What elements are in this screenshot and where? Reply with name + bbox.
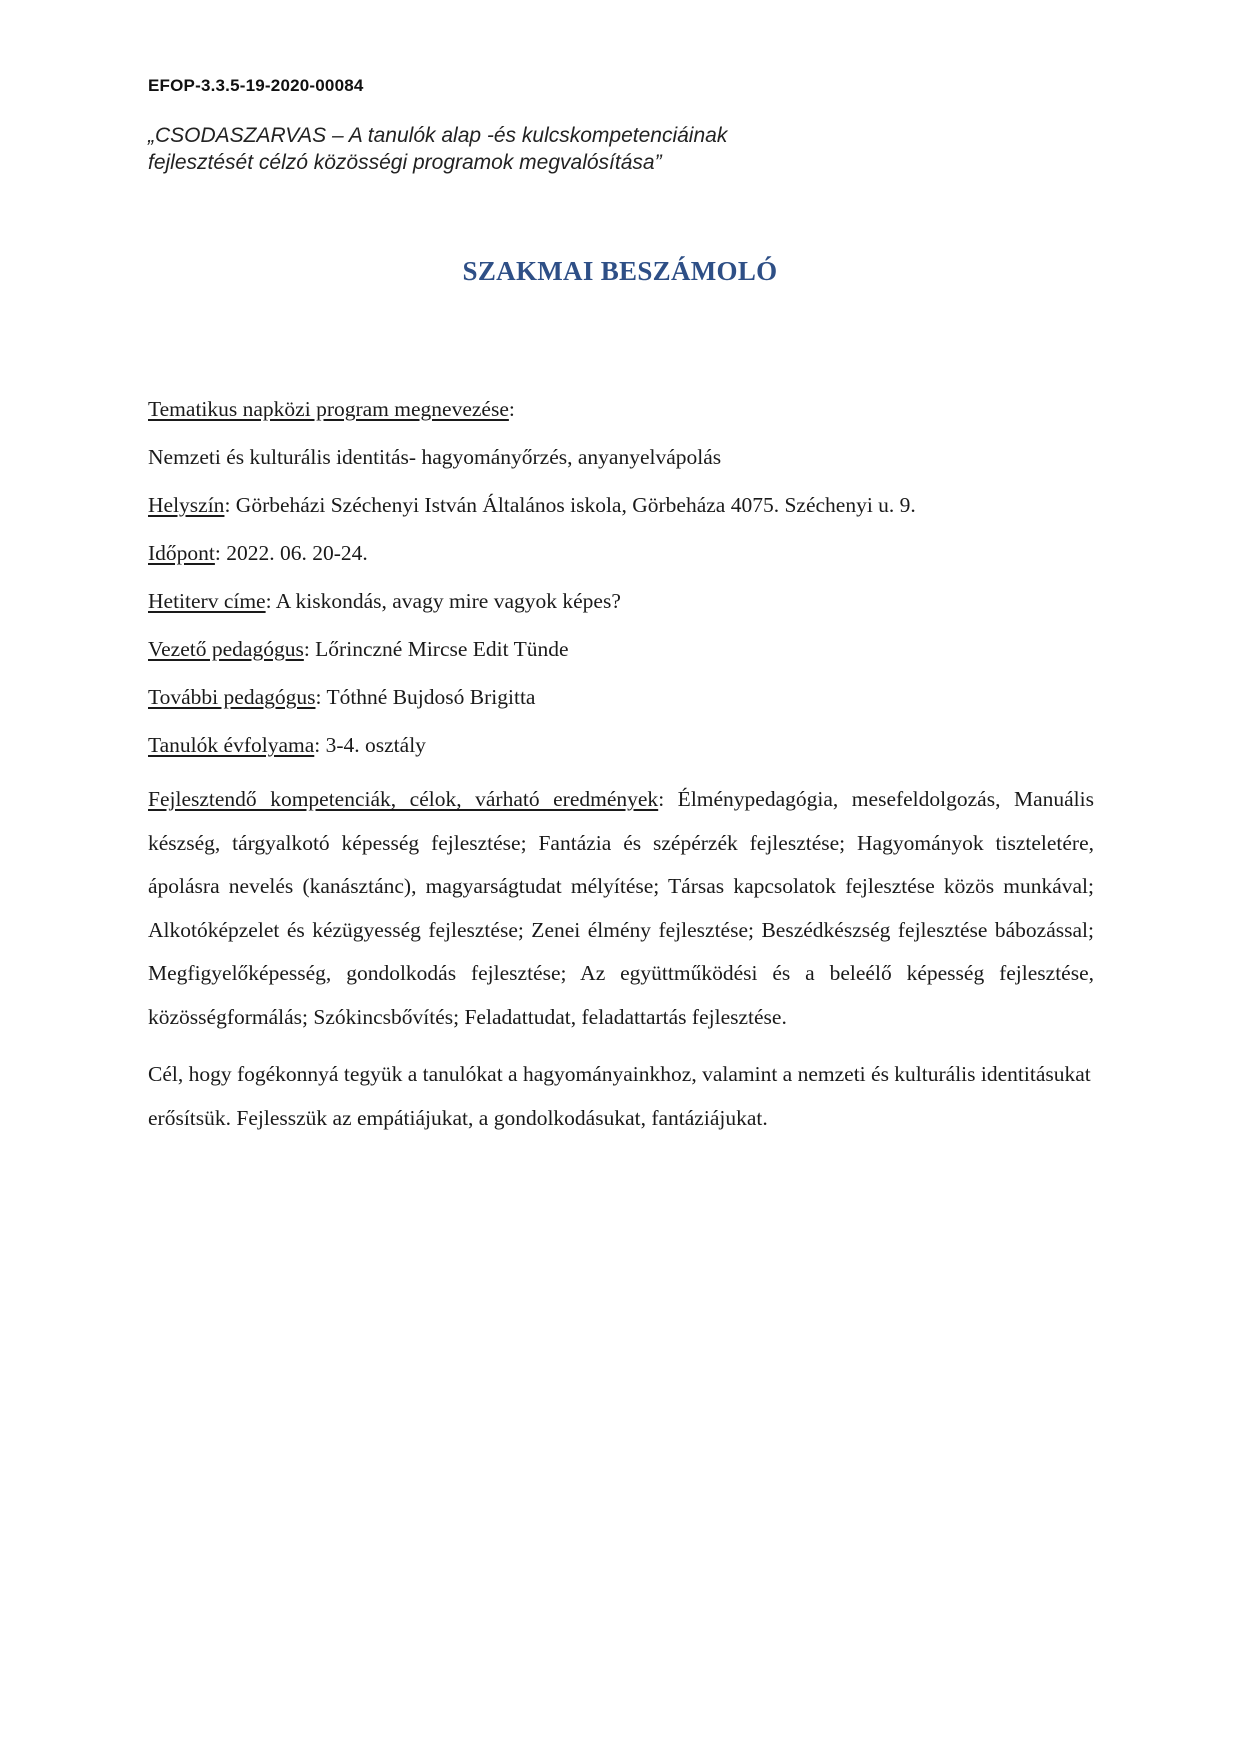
other-teacher-label: További pedagógus (148, 685, 316, 709)
date-label: Időpont (148, 541, 215, 565)
date-value: : 2022. 06. 20-24. (214, 541, 368, 565)
project-code: EFOP-3.3.5-19-2020-00084 (148, 76, 364, 95)
other-teacher-value: : Tóthné Bujdosó Brigitta (315, 685, 536, 709)
lead-teacher-row (148, 634, 1094, 682)
project-title-line-1: „CSODASZARVAS – A tanulók alap -és kulcskompetenciáinak (148, 124, 728, 147)
competencies-value: : Élménypedagógia, mesefeldolgozás, Manuális készség, tárgyalkotó képesség fejlesztése; Fantázia és szépérzék fejlesztése; Hagyományok tiszteletére, ápolásra nevelés (kanásztánc), magyarságtudat mélyítése; Társas kapcsolatok fejlesztése közös munkával; Alkotóképzelet és kézügyesség fejlesztése; Zenei élmény fejlesztése; Beszédkészség fejlesztése bábozással; Megfigyelőképesség, gondolkodás fejlesztése; Az együttműködési és a beleélő képesség fejlesztése, közösségformálás; Szókincsbővítés; Feladattudat, feladattartás fejlesztése. (148, 787, 1094, 1029)
project-title-line-2: fejlesztését célzó közösségi programok megvalósítása” (148, 151, 662, 174)
weekplan-row (148, 586, 1094, 634)
program-name-row (148, 394, 1094, 442)
grade-row (148, 730, 1094, 778)
report-title: SZAKMAI BESZÁMOLÓ (462, 256, 778, 286)
other-teacher-row (148, 682, 1094, 730)
location-label: Helyszín (148, 493, 225, 517)
goal-paragraph: Cél, hogy fogékonnyá tegyük a tanulókat a hagyományainkhoz, valamint a nemzeti és kulturális identitásukat erősítsük. Fejlesszük az empátiájukat, a gondolkodásukat, fantáziájukat. (148, 1062, 1091, 1130)
program-name-colon: : (508, 397, 515, 421)
competencies-label: Fejlesztendő kompetenciák, célok, várható eredmények (148, 787, 659, 811)
grade-value: : 3-4. osztály (314, 733, 426, 757)
project-title (148, 122, 1048, 176)
program-name-value: Nemzeti és kulturális identitás- hagyományőrzés, anyanyelvápolás (148, 445, 722, 469)
location-value: : Görbeházi Széchenyi István Általános iskola, Görbeháza 4075. Széchenyi u. 9. (224, 493, 916, 517)
date-row (148, 538, 1094, 586)
report-fields (148, 394, 1094, 1140)
grade-label: Tanulók évfolyama (148, 733, 315, 757)
location-row (148, 490, 1094, 538)
program-name-label: Tematikus napközi program megnevezése (148, 397, 509, 421)
lead-teacher-value: : Lőrinczné Mircse Edit Tünde (303, 637, 569, 661)
weekplan-label: Hetiterv címe (148, 589, 266, 613)
lead-teacher-label: Vezető pedagógus (148, 637, 304, 661)
weekplan-value: : A kiskondás, avagy mire vagyok képes? (265, 589, 621, 613)
competencies-paragraph (148, 778, 1094, 1039)
